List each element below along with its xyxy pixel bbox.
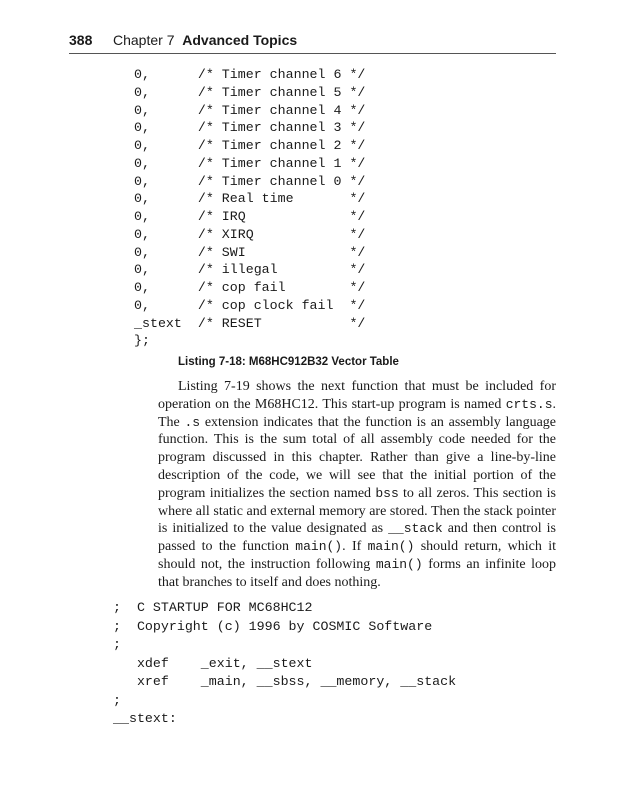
code-line: 0, /* cop fail */ xyxy=(134,280,366,295)
running-header xyxy=(69,32,556,52)
code-line: 0, /* Timer channel 3 */ xyxy=(134,120,366,136)
chapter-heading xyxy=(113,32,297,48)
code-line: ; C STARTUP FOR MC68HC12 xyxy=(113,600,313,615)
code-line: 0, /* SWI */ xyxy=(134,244,366,260)
code-listing-startup xyxy=(113,599,456,729)
code-line: 0, /* cop clock fail */ xyxy=(134,297,366,313)
paragraph-text: Listing 7-19 shows the next function that must be included for operation on the M68HC12. This start-up program is named xyxy=(158,379,556,412)
code-line: 0, /* Real time */ xyxy=(134,191,366,207)
code-line: xdef _exit, __stext xyxy=(113,655,313,671)
code-line: xref _main, __sbss, __memory, __stack xyxy=(113,674,457,689)
code-line: __stext: xyxy=(113,711,177,726)
chapter-label: Chapter 7 xyxy=(113,32,175,48)
paragraph-text: . If xyxy=(342,539,368,555)
inline-code: crts.s xyxy=(505,396,553,412)
code-line: 0, /* IRQ */ xyxy=(134,209,366,224)
code-line: 0, /* Timer channel 0 */ xyxy=(134,173,366,189)
code-line: 0, /* Timer channel 6 */ xyxy=(134,67,366,82)
code-line: ; xyxy=(113,637,121,652)
inline-code: bss xyxy=(375,485,399,501)
paragraph-text: and then control is passed to the function xyxy=(158,521,556,555)
code-line: 0, /* Timer channel 2 */ xyxy=(134,138,366,153)
header-rule xyxy=(69,53,556,54)
paragraph-text: should return, which it should not, the instruction following xyxy=(158,539,556,572)
code-line: ; Copyright (c) 1996 by COSMIC Software xyxy=(113,618,433,634)
code-line: ; xyxy=(113,692,121,708)
code-line: 0, /* Timer channel 5 */ xyxy=(134,84,366,100)
code-line: }; xyxy=(134,333,150,349)
inline-code: __stack xyxy=(388,521,443,537)
paragraph-text: forms an infinite loop that branches to itself and does nothing. xyxy=(158,556,557,590)
inline-code: main() xyxy=(295,539,343,555)
code-line: 0, /* illegal */ xyxy=(134,262,366,278)
code-line: 0, /* Timer channel 1 */ xyxy=(134,155,366,171)
paragraph-text: extension indicates that the function is an assembly language function. This is the sum total of all assembly code needed for the program discussed in this chapter. Rather than give a line-by-line description of the code, we will see that the initial portion of the program initializes the section named xyxy=(158,414,557,501)
paragraph-text: to all zeros. This section is where all static and external memory are stored. Then the stack pointer is initialized to the value designated as xyxy=(158,485,556,537)
code-line: 0, /* XIRQ */ xyxy=(134,226,366,242)
inline-code: main() xyxy=(375,556,423,572)
inline-code: .s xyxy=(184,414,201,430)
listing-caption: Listing 7-18: M68HC912B32 Vector Table xyxy=(178,356,399,368)
code-line: 0, /* Timer channel 4 */ xyxy=(134,102,366,118)
chapter-title: Advanced Topics xyxy=(182,32,298,48)
page-number: 388 xyxy=(69,32,93,48)
code-listing-vector-table xyxy=(134,66,365,350)
body-paragraph xyxy=(158,378,556,592)
inline-code: main() xyxy=(367,539,415,555)
paragraph-text: . The xyxy=(158,396,556,430)
code-line: _stext /* RESET */ xyxy=(134,315,366,331)
